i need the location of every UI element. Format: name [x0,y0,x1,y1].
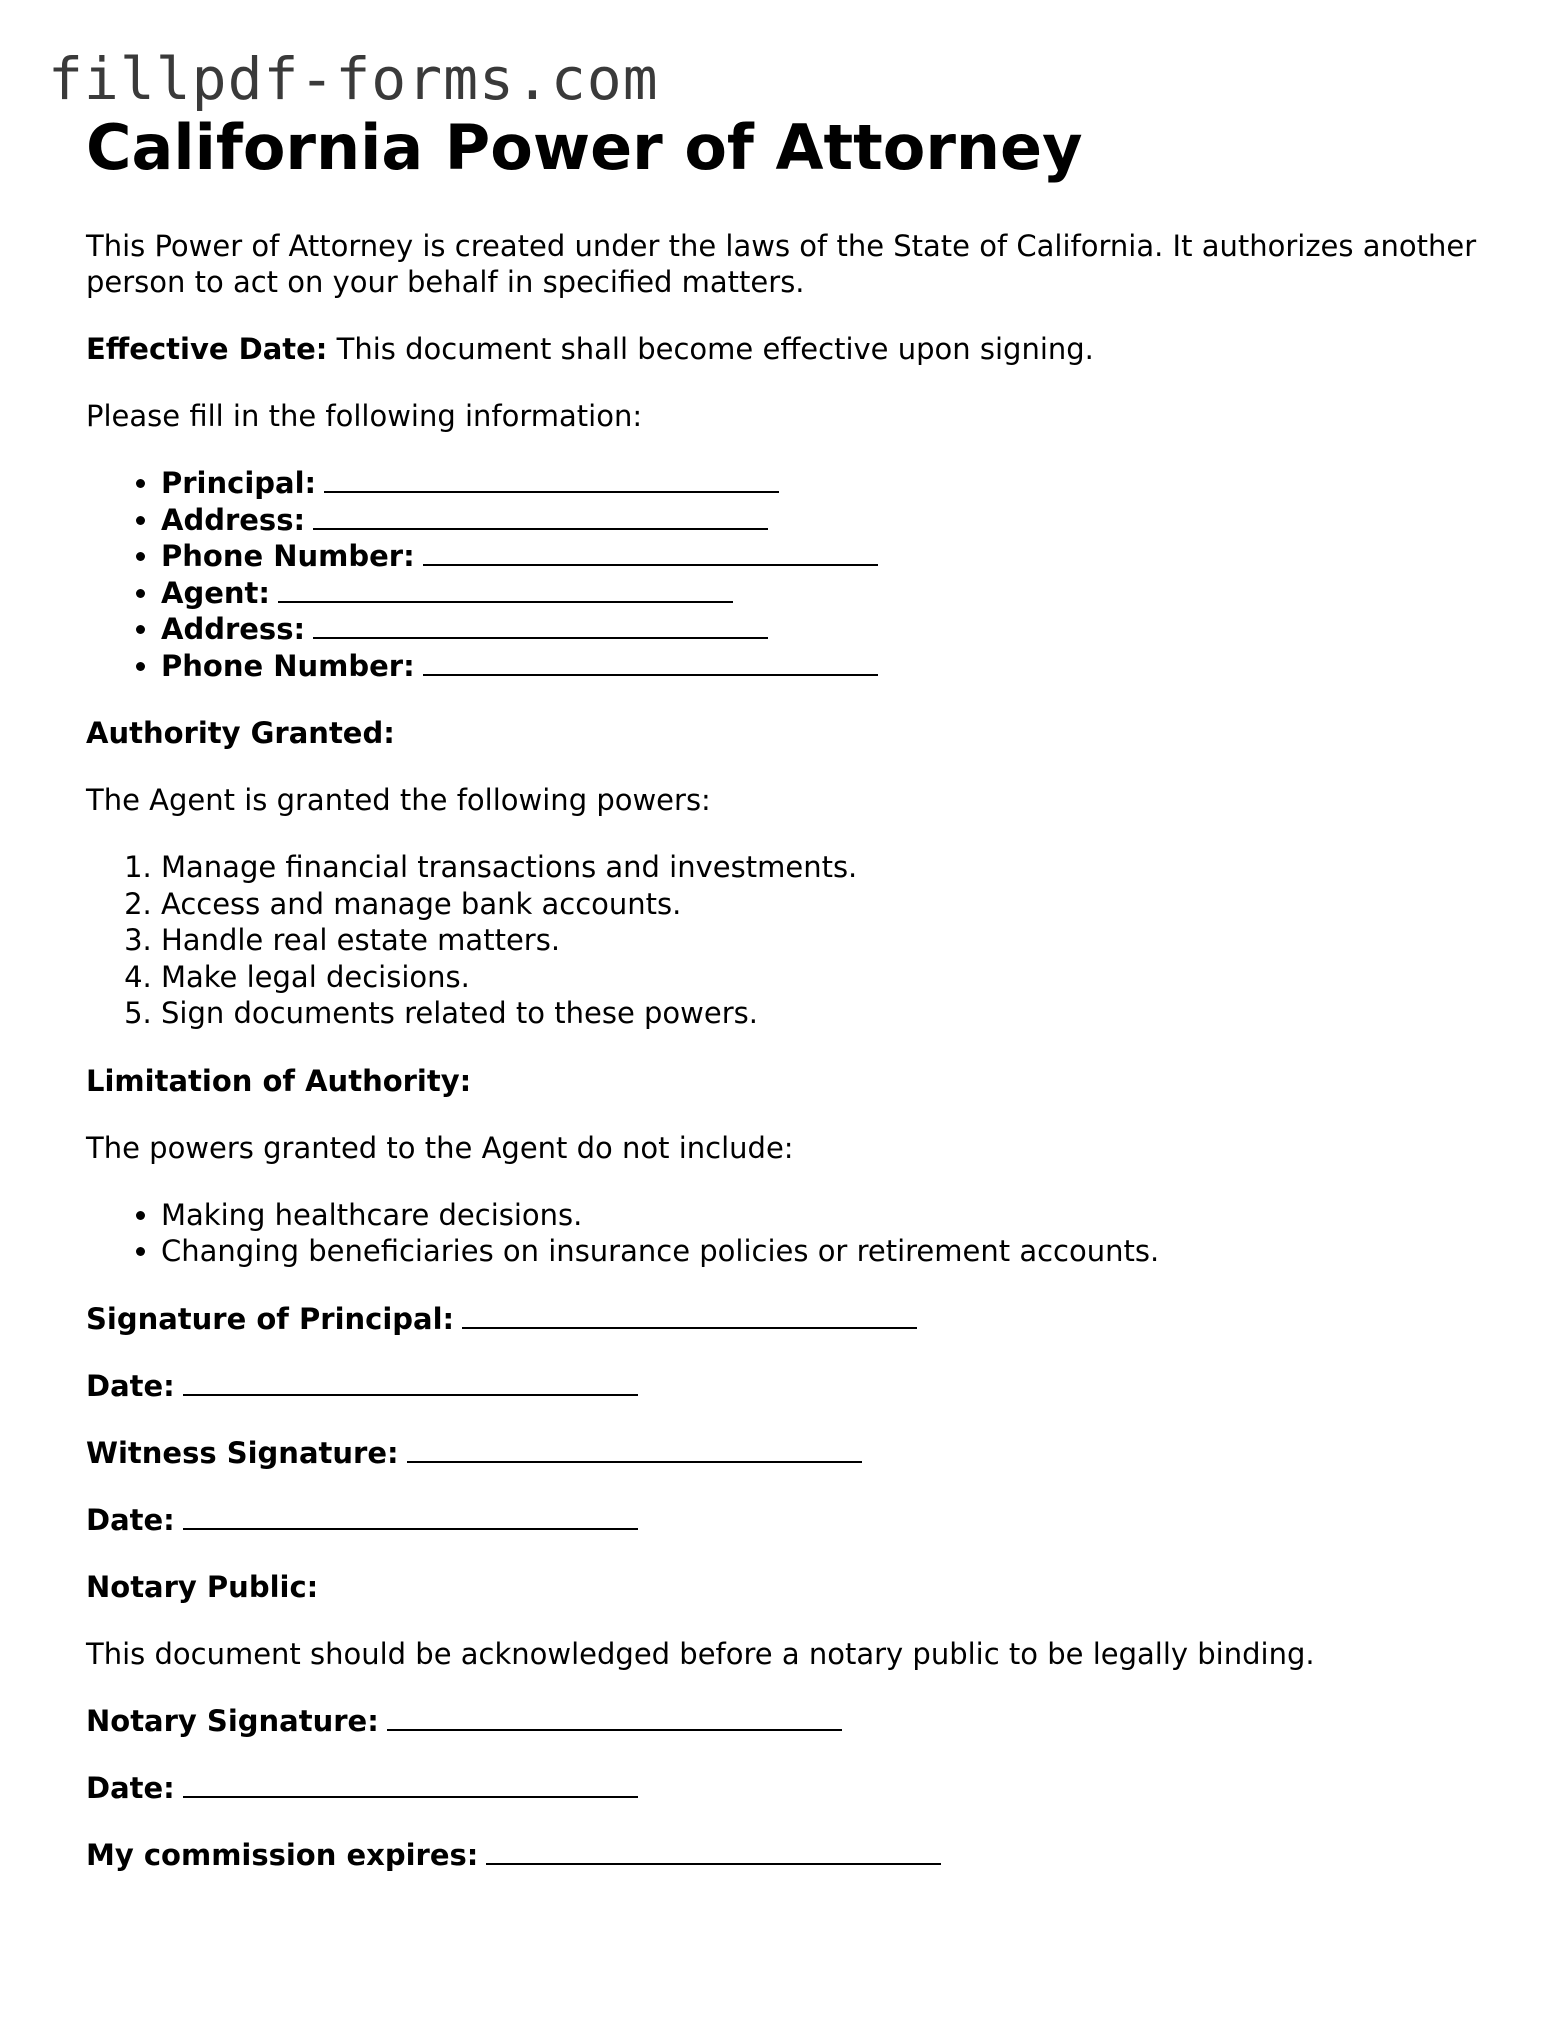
limitation-intro: The powers granted to the Agent do not include: [86,1130,794,1165]
witness-date-field [86,1502,1486,1538]
principal-address-field [161,502,1486,539]
field-label: Notary Signature: [86,1703,379,1738]
limitation-heading: Limitation of Authority: [86,1063,472,1098]
field-label: Date: [86,1770,175,1805]
field-label: My commission expires: [86,1837,479,1872]
effective-date-label: Effective Date: [86,332,328,366]
principal-signature-field [86,1301,1486,1337]
notary-text: This document should be acknowledged before a notary public to be legally binding. [86,1636,1315,1671]
field-label: Address: [161,502,306,537]
authority-heading: Authority Granted: [86,716,395,750]
powers-list [86,849,1486,1032]
list-item: 3. Handle real estate matters. [161,922,1486,959]
effective-date-text: This document shall become effective upon signing. [327,332,1094,366]
field-label: Principal: [161,466,317,500]
page-title: California Power of Attorney [86,111,1083,184]
commission-expires-blank[interactable] [486,1837,941,1865]
witness-signature-blank[interactable] [407,1435,862,1463]
agent-field [161,575,1486,612]
field-label: Agent: [161,575,270,610]
principal-address-blank[interactable] [313,502,768,530]
list-item: • Changing beneficiaries on insurance policies or retirement accounts. [161,1233,1486,1270]
notary-signature-field [86,1703,1486,1739]
list-item: 2. Access and manage bank accounts. [161,886,1486,923]
field-label: Witness Signature: [86,1435,399,1470]
list-item: • Making healthcare decisions. [161,1197,1486,1234]
principal-phone-blank[interactable] [423,538,878,566]
principal-date-field [86,1368,1486,1404]
effective-date-paragraph [86,331,1486,367]
notary-signature-blank[interactable] [387,1703,842,1731]
principal-phone-field [161,538,1486,575]
list-item: 5. Sign documents related to these powers. [161,995,1486,1032]
principal-blank[interactable] [324,465,779,493]
principal-date-blank[interactable] [183,1368,638,1396]
field-label: Phone Number: [161,648,415,683]
list-item: 4. Make legal decisions. [161,959,1486,996]
fill-in-prompt: Please fill in the following information: [86,399,643,433]
authority-intro: The Agent is granted the following powers: [86,783,711,817]
agent-phone-blank[interactable] [423,648,878,676]
field-label: Signature of Principal: [86,1301,455,1336]
watermark: fillpdf-forms.com [48,45,659,113]
commission-expires-field [86,1837,1486,1873]
field-label: Date: [86,1368,175,1403]
agent-address-blank[interactable] [313,611,768,639]
document-body [86,108,1486,1904]
agent-phone-field [161,648,1486,685]
notary-date-field [86,1770,1486,1806]
field-label: Address: [161,612,306,646]
agent-address-field [161,611,1486,648]
principal-field [161,465,1486,502]
field-label: Date: [86,1502,175,1537]
notary-date-blank[interactable] [183,1770,638,1798]
notary-heading: Notary Public: [86,1569,319,1604]
limitations-list [86,1197,1486,1270]
list-item: 1. Manage financial transactions and investments. [161,849,1486,886]
info-field-list [86,465,1486,684]
intro-paragraph: This Power of Attorney is created under the laws of the State of California. It authorizes another person to act on your behalf in specified matters. [86,229,1477,299]
witness-signature-field [86,1435,1486,1471]
field-label: Phone Number: [161,539,415,573]
witness-date-blank[interactable] [183,1502,638,1530]
principal-signature-blank[interactable] [462,1301,917,1329]
agent-blank[interactable] [278,575,733,603]
